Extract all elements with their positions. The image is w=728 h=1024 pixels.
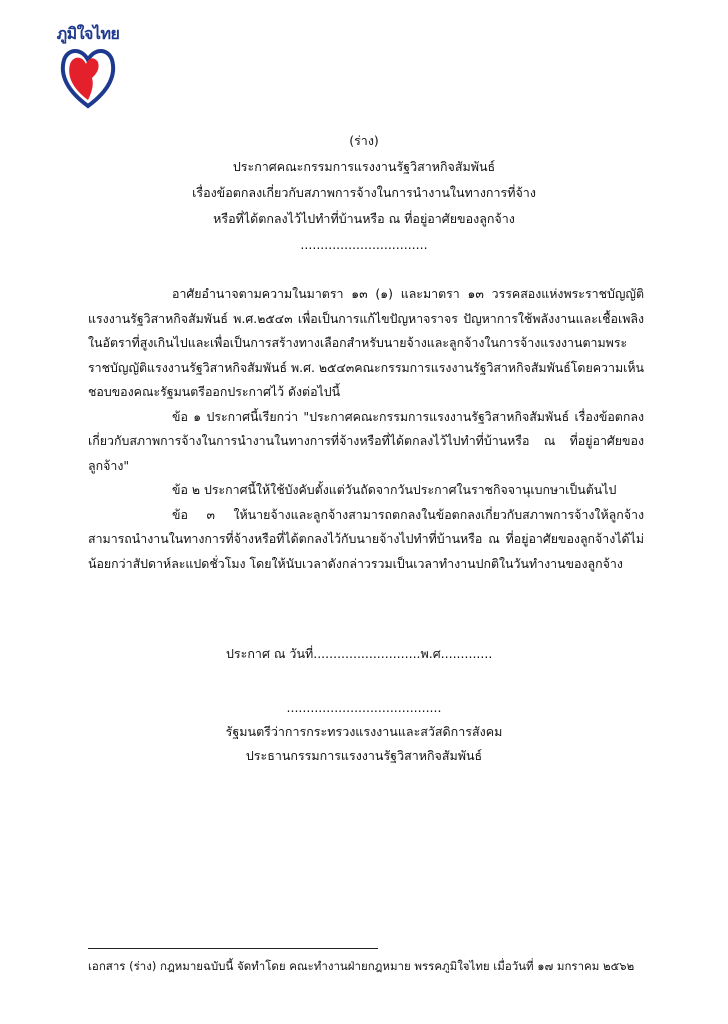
clause-3-paragraph: ข้อ ๓ ให้นายจ้างและลูกจ้างสามารถตกลงในข้อตกลงเกี่ยวกับสภาพการจ้างให้ลูกจ้างสามารถนำงานในทางการที่จ้างหรือที่ได้ตกลงไว้กับนายจ้างไปทำที่บ้านหรือ ณ ที่อยู่อาศัยของลูกจ้างได้ไม่น้อยกว่าสัปดาห์ละแปดชั่วโมง โดยให้นับเวลาดังกล่าวรวมเป็นเวลาทำงานปกติในวันทำงานของลูกจ้าง <box>88 506 644 571</box>
title-line-2: เรื่องข้อตกลงเกี่ยวกับสภาพการจ้างในการนำงานในทางการที่จ้าง <box>192 185 536 200</box>
signatory-position-2: ประธานกรรมการแรงงานรัฐวิสาหกิจสัมพันธ์ <box>245 748 483 763</box>
draft-label: (ร่าง) <box>349 133 379 148</box>
signature-dots: ....................................... <box>286 700 442 715</box>
announcement-date-line: ประกาศ ณ วันที่...........................พ.ศ............. <box>226 646 493 661</box>
footnote-divider <box>88 948 378 949</box>
clause-2-paragraph: ข้อ ๒ ประกาศนี้ให้ใช้บังคับตั้งแต่วันถัดจากวันประกาศในราชกิจจานุเบกษาเป็นต้นไป <box>172 482 617 497</box>
clause-1-paragraph: ข้อ ๑ ประกาศนี้เรียกว่า "ประกาศคณะกรรมการแรงงานรัฐวิสาหกิจสัมพันธ์ เรื่องข้อตกลงเกี่ยวกับสภาพการจ้างในการนำงานในทางการที่จ้างหรือที่ได้ตกลงไว้ไปทำที่บ้านหรือ ณ ที่อยู่อาศัยของลูกจ้าง" <box>88 408 644 473</box>
document-header <box>0 128 728 258</box>
signature-block <box>0 696 728 768</box>
title-line-3: หรือที่ได้ตกลงไว้ไปทำที่บ้านหรือ ณ ที่อยู่อาศัยของลูกจ้าง <box>213 211 515 226</box>
footnote-text: เอกสาร (ร่าง) กฎหมายฉบับนี้ จัดทำโดย คณะทำงานฝ่ายกฎหมาย พรรคภูมิใจไทย เมื่อวันที่ ๑๗ มกราคม ๒๕๖๒ <box>88 959 635 973</box>
title-line-1: ประกาศคณะกรรมการแรงงานรัฐวิสาหกิจสัมพันธ์ <box>232 159 496 174</box>
party-logo <box>52 18 124 114</box>
document-body <box>88 282 644 576</box>
preamble-paragraph: อาศัยอำนาจตามความในมาตรา ๑๓ (๑) และมาตรา ๑๓ วรรคสองแห่งพระราชบัญญัติแรงงานรัฐวิสาหกิจสัมพันธ์ พ.ศ.๒๕๔๓ เพื่อเป็นการแก้ไขปัญหาจราจร ปัญหาการใช้พลังงานและเชื้อเพลิงในอัตราที่สูงเกินไปและเพื่อเป็นการสร้างทางเลือกสำหรับนายจ้างและลูกจ้างในการจ้างแรงงานตามพระราชบัญญัติแรงงานรัฐวิสาหกิจสัมพันธ์ พ.ศ. ๒๕๔๓คณะกรรมการแรงงานรัฐวิสาหกิจสัมพันธ์โดยความเห็นชอบของคณะรัฐมนตรีออกประกาศไว้ ดังต่อไปนี้ <box>88 286 644 399</box>
heart-map-icon <box>58 44 118 110</box>
logo-wordmark: ภูมิใจไทย <box>56 24 120 43</box>
signatory-position-1: รัฐมนตรีว่าการกระทรวงแรงงานและสวัสดิการสังคม <box>225 724 503 739</box>
title-separator-dots: ................................ <box>300 237 428 252</box>
